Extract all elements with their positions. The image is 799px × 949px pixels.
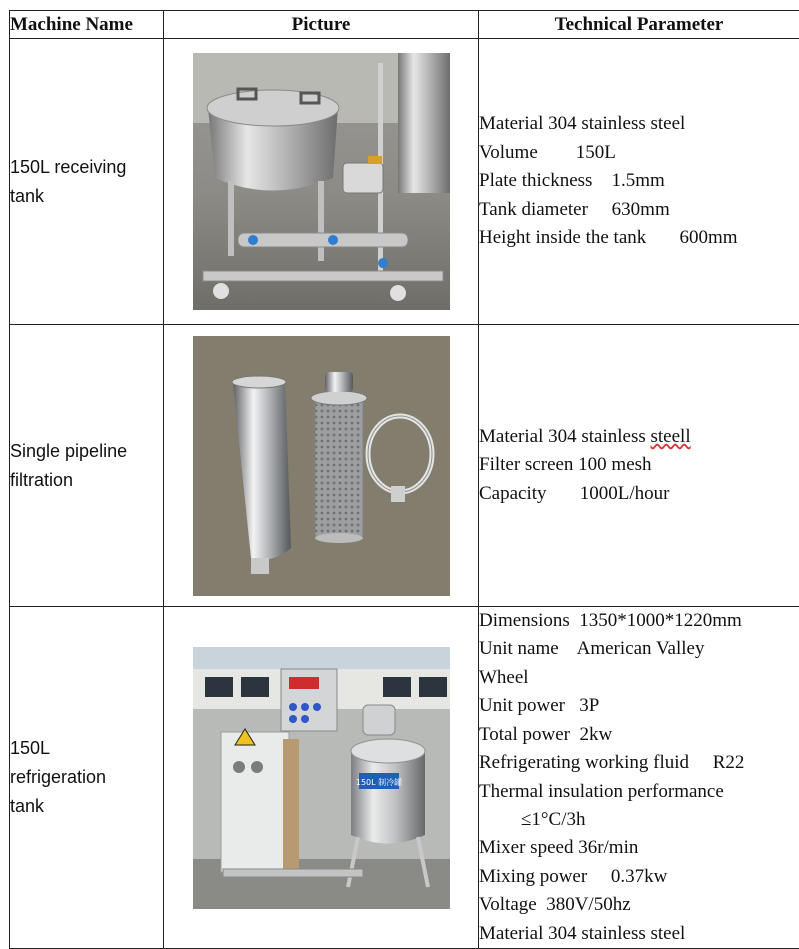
- param-line: Voltage 380V/50hz: [479, 894, 631, 916]
- param-line: Thermal insulation performance: [479, 780, 724, 802]
- param-text: Material 304 stainless steell: [479, 425, 691, 447]
- tank-label-text: 150L 制冷罐: [355, 777, 402, 787]
- receiving-tank-photo: [193, 53, 450, 310]
- picture-cell: [164, 325, 479, 607]
- param-line: Capacity 1000L/hour: [479, 482, 670, 504]
- parameters-cell: [479, 325, 799, 607]
- pipeline-filter-photo: [193, 336, 450, 596]
- parameters-cell: [479, 39, 799, 325]
- param-line: Mixer speed 36r/min: [479, 837, 639, 859]
- param-line: Material 304 stainless steel: [479, 922, 686, 944]
- param-line: Wheel: [479, 666, 529, 688]
- machine-name-line: 150L: [10, 738, 51, 758]
- param-line: Unit name American Valley: [479, 638, 705, 660]
- param-line: Dimensions 1350*1000*1220mm: [479, 610, 742, 632]
- header-technical-parameter: Technical Parameter: [479, 11, 799, 39]
- header-picture: Picture: [164, 11, 479, 39]
- machine-name-cell: [10, 39, 164, 325]
- picture-cell: [164, 607, 479, 949]
- machine-name-cell: [10, 325, 164, 607]
- param-line: Volume 150L: [479, 141, 616, 163]
- param-line: Tank diameter 630mm: [479, 198, 670, 220]
- param-line: Total power 2kw: [479, 723, 613, 745]
- param-line: Height inside the tank 600mm: [479, 227, 738, 249]
- table-row: [10, 39, 799, 325]
- parameters-cell: [479, 607, 799, 949]
- picture-cell: [164, 39, 479, 325]
- param-line: Unit power 3P: [479, 695, 600, 717]
- machine-name-line: Single pipeline: [10, 440, 128, 461]
- machine-name-line: tank: [10, 796, 45, 816]
- machine-name-cell: [10, 607, 164, 949]
- machine-name-line: filtration: [10, 469, 74, 490]
- machine-name-line: refrigeration: [10, 767, 107, 787]
- machine-name-line: tank: [10, 185, 45, 206]
- param-line: Material 304 stainless steel: [479, 113, 686, 135]
- table-row: [10, 325, 799, 607]
- param-line: ≤1°C/3h: [521, 808, 586, 830]
- param-line: Plate thickness 1.5mm: [479, 170, 665, 192]
- spellcheck-underlined-word: steell: [650, 425, 691, 447]
- param-line: Filter screen 100 mesh: [479, 454, 652, 476]
- machine-name-line: 150L receiving: [10, 156, 127, 177]
- table-row: [10, 607, 799, 949]
- param-line: Refrigerating working fluid R22: [479, 752, 745, 774]
- refrigeration-tank-photo: [193, 647, 450, 909]
- param-line: Mixing power 0.37kw: [479, 865, 668, 887]
- header-machine-name: Machine Name: [10, 11, 164, 39]
- param-line: [479, 423, 799, 451]
- machine-spec-table: [9, 10, 799, 949]
- header-row: [10, 11, 799, 39]
